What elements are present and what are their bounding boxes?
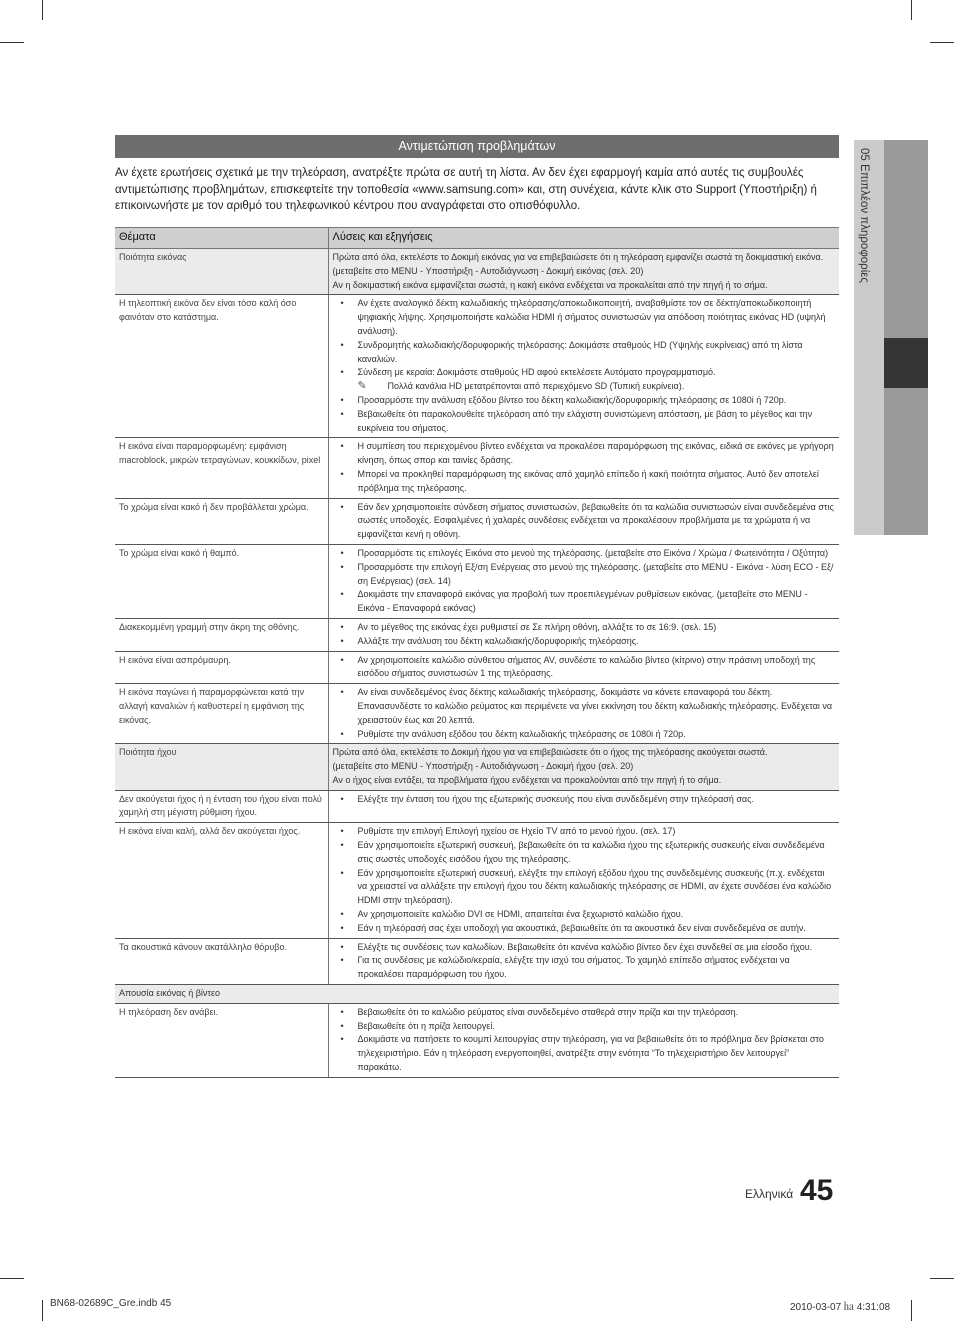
solution-bullet: • Σύνδεση με κεραία: Δοκιμάστε σταθμούς HD αφού εκτελέσετε Αυτόματο προγραμματισμό.	[333, 366, 836, 380]
table-row	[115, 618, 839, 651]
solution-line: Πρώτα από όλα, εκτελέστε το Δοκιμή εικόνας για να επιβεβαιώσετε ότι η τηλεόραση εμφανίζει σωστά τη δοκιμαστική εικόνα.	[332, 252, 824, 262]
crop-mark	[930, 42, 954, 43]
solution-cell	[328, 1003, 839, 1077]
table-section-label: Απουσία εικόνας ή βίντεο	[115, 985, 839, 1004]
table-row	[115, 498, 839, 544]
solution-bullet: • Προσαρμόστε τις επιλογές Εικόνα στο μενού της τηλεόρασης. (μεταβείτε στο Εικόνα / Χρώμα / Φωτεινότητα / Οξύτητα)	[333, 547, 836, 561]
solution-cell	[328, 295, 839, 438]
solution-cell	[328, 938, 839, 984]
problem-cell: Ποιότητα ήχου	[115, 744, 328, 790]
crop-mark	[0, 42, 24, 43]
solution-bullet: • Εάν χρησιμοποιείτε εξωτερική συσκευή, βεβαιωθείτε ότι τα καλώδια ήχου της εξωτερικής συσκευής είναι συνδεδεμένα στις σωστές υποδοχές εισόδου ήχου της τηλεόρασης.	[333, 839, 836, 867]
solution-list	[333, 654, 836, 682]
solution-bullet: • Αν το μέγεθος της εικόνας έχει ρυθμιστεί σε Σε πλήρη οθόνη, αλλάξτε το σε 16:9. (σελ. 15)	[333, 621, 836, 635]
header-solutions: Λύσεις και εξηγήσεις	[328, 228, 839, 249]
solution-list	[333, 501, 836, 542]
table-header	[115, 228, 839, 249]
table-row	[115, 823, 839, 938]
solution-list	[333, 686, 836, 741]
solution-list	[333, 1006, 836, 1075]
solution-cell	[328, 438, 839, 498]
crop-mark	[911, 1300, 912, 1321]
crop-mark	[0, 1278, 24, 1279]
table-row	[115, 249, 839, 295]
solution-bullet: • Εάν χρησιμοποιείτε εξωτερική συσκευή, ελέγξτε την επιλογή εξόδου ήχου της συνδεδεμένης συσκευής (π.χ. ενδέχεται να χρειαστεί να αλλάξετε την επιλογή ήχου του δέκτη καλωδιακής τηλεόρασης σε HDMI, αν έχετε συνδέσει ένα καλώδιο HDMI στην τηλεόραση).	[333, 867, 836, 908]
solution-cell	[328, 618, 839, 651]
table-row	[115, 744, 839, 790]
solution-bullet: • Προσαρμόστε την επιλογή Εξ/ση Ενέργειας στο μενού της τηλεόρασης. (μεταβείτε στο MENU - Εικόνα - λύση ECO - Εξ/ση Ενέργειας) (σελ. 14)	[333, 561, 836, 589]
section-title: Αντιμετώπιση προβλημάτων	[115, 135, 839, 158]
table-row	[115, 651, 839, 684]
solution-line: Πρώτα από όλα, εκτελέστε το Δοκιμή ήχου για να επιβεβαιώσετε ότι ο ήχος της τηλεόρασης ακούγεται σωστά.	[332, 747, 768, 758]
note-pencil-icon: ✎	[357, 380, 367, 393]
crop-mark	[42, 1300, 43, 1321]
problem-cell: Ποιότητα εικόνας	[115, 249, 328, 295]
solution-bullet: • Βεβαιωθείτε ότι το καλώδιο ρεύματος είναι συνδεδεμένο σταθερά στην πρίζα και την τηλεόραση.	[333, 1006, 836, 1020]
table-row	[115, 438, 839, 498]
table-row	[115, 985, 839, 1004]
solution-list	[333, 621, 836, 649]
solution-bullet: • Συνδρομητής καλωδιακής/δορυφορικής τηλεόρασης: Δοκιμάστε σταθμούς HD (Υψηλής ευκρίνειας) από τη λίστα καναλιών.	[333, 339, 836, 367]
solution-bullet: • Ελέγξτε τις συνδέσεις των καλωδίων. Βεβαιωθείτε ότι κανένα καλώδιο βίντεο δεν έχει συνδεθεί σε μια είσοδο ήχου.	[333, 941, 836, 955]
solution-bullet: • Αλλάξτε την ανάλυση του δέκτη καλωδιακής/δορυφορικής τηλεόρασης.	[333, 635, 836, 649]
solution-cell	[328, 651, 839, 684]
problem-cell: Η εικόνα είναι καλή, αλλά δεν ακούγεται ήχος.	[115, 823, 328, 938]
problem-cell: Το χρώμα είναι κακό ή θαμπό.	[115, 544, 328, 618]
solution-bullet: • Βεβαιωθείτε ότι παρακολουθείτε τηλεόραση από την ελάχιστη συνιστώμενη απόσταση, με βάση το μέγεθος και την ευκρίνεια του σήματος.	[333, 408, 836, 436]
note-text: Πολλά κανάλια HD μετατρέπονται από περιεχόμενο SD (Τυπική ευκρίνεια).	[387, 381, 685, 392]
table-body	[115, 249, 839, 1078]
solution-list	[333, 793, 836, 807]
troubleshooting-table	[115, 227, 839, 1078]
solution-bullet: • Μπορεί να προκληθεί παραμόρφωση της εικόνας από χαμηλό επίπεδο ή κακή ποιότητα σήματος. Αυτό δεν αποτελεί πρόβλημα της τηλεόρασης.	[333, 468, 836, 496]
problem-cell: Η εικόνα είναι παραμορφωμένη: εμφάνιση macroblock, μικρών τετραγώνων, κουκκίδων, pixel	[115, 438, 328, 498]
solution-list	[333, 297, 836, 380]
solution-cell	[328, 823, 839, 938]
table-row	[115, 295, 839, 438]
table-row	[115, 790, 839, 823]
solution-bullet: • Προσαρμόστε την ανάλυση εξόδου βίντεο του δέκτη καλωδιακής/δορυφορικής τηλεόρασης σε 1080i ή 720p.	[333, 394, 836, 408]
solution-bullet: • Αν χρησιμοποιείτε καλώδιο DVI σε HDMI, απαιτείται ένα ξεχωριστό καλώδιο ήχου.	[333, 908, 836, 922]
problem-cell: Δεν ακούγεται ήχος ή η ένταση του ήχου είναι πολύ χαμηλή στη μέγιστη ρύθμιση ήχου.	[115, 790, 328, 823]
footer-language: Ελληνικά	[745, 1187, 794, 1201]
solution-bullet: • Η συμπίεση του περιεχομένου βίντεο ενδέχεται να προκαλέσει παραμόρφωση της εικόνας, ειδικά σε εικόνες με γρήγορη κίνηση, όπως σπορ και ταινίες δράσης.	[333, 440, 836, 468]
header-issues: Θέματα	[115, 228, 328, 249]
table-row	[115, 544, 839, 618]
solution-bullet: • Βεβαιωθείτε ότι η πρίζα λειτουργεί.	[333, 1020, 836, 1034]
crop-mark	[42, 0, 43, 20]
table-row	[115, 1003, 839, 1077]
page-number: 45	[800, 1174, 834, 1207]
solution-bullet: • Ρυθμίστε την επιλογή Επιλογή ηχείου σε Ηχείο TV από το μενού ήχου. (σελ. 17)	[333, 825, 836, 839]
note	[333, 380, 836, 394]
problem-cell: Η τηλεόραση δεν ανάβει.	[115, 1003, 328, 1077]
solution-list	[333, 825, 836, 935]
solution-line: Αν η δοκιμαστική εικόνα εμφανίζεται σωστά, η κακή εικόνα ενδέχεται να προκαλείται από την πηγή ή το σήμα.	[332, 279, 768, 290]
solution-cell	[328, 744, 839, 790]
solution-list	[333, 941, 836, 982]
solution-line: (μεταβείτε στο MENU - Υποστήριξη - Αυτοδιάγνωση - Δοκιμή εικόνας (σελ. 20)	[332, 265, 644, 276]
problem-cell: Η εικόνα είναι ασπρόμαυρη.	[115, 651, 328, 684]
solution-bullet: • Ρυθμίστε την ανάλυση εξόδου του δέκτη καλωδιακής τηλεόρασης σε 1080i ή 720p.	[333, 728, 836, 742]
solution-bullet: • Ελέγξτε την ένταση του ήχου της εξωτερικής συσκευής που είναι συνδεδεμένη στην τηλεόρασή σας.	[333, 793, 836, 807]
solution-bullet: • Για τις συνδέσεις με καλώδιο/κεραία, ελέγξτε την ισχύ του σήματος. Το χαμηλό επίπεδο σήματος ενδέχεται να προκαλέσει παραμόρφωση του ήχου.	[333, 954, 836, 982]
solution-cell	[328, 790, 839, 823]
table-row	[115, 938, 839, 984]
solution-bullet: • Δοκιμάστε να πατήσετε το κουμπί λειτουργίας στην τηλεόραση, για να βεβαιωθείτε ότι το πρόβλημα δεν βρίσκεται στο τηλεχειριστήριο. Εάν η τηλεόραση ενεργοποιηθεί, ανατρέξτε στην ενότητα “Το τηλεχειριστήριο δεν λειτουργεί” παρακάτω.	[333, 1033, 836, 1074]
problem-cell: Τα ακουστικά κάνουν ακατάλληλο θόρυβο.	[115, 938, 328, 984]
crop-mark	[930, 1278, 954, 1279]
solution-list	[333, 547, 836, 616]
problem-cell: Το χρώμα είναι κακό ή δεν προβάλλεται χρώμα.	[115, 498, 328, 544]
solution-bullet: • Εάν η τηλεόρασή σας έχει υποδοχή για ακουστικά, βεβαιωθείτε ότι τα ακουστικά δεν είναι συνδεδεμένα σε αυτήν.	[333, 922, 836, 936]
solution-bullet: • Αν έχετε αναλογικό δέκτη καλωδιακής τηλεόρασης/αποκωδικοποιητή, αναβαθμίστε τον σε δέκτη/αποκωδικοποιητή ψηφιακής λήψης. Χρησιμοποιήστε καλώδια HDMI ή σήματος συνιστωσών για απόδοση ποιότητας εικόνας HD (υψηλή ανάλυση).	[333, 297, 836, 338]
solution-cell	[328, 249, 839, 295]
footer-date: 2010-03-07 ㏊ 4:31:08	[790, 1302, 891, 1313]
footer-file: BN68-02689C_Gre.indb 45	[50, 1298, 172, 1309]
chapter-tab-marker	[884, 338, 928, 388]
crop-mark	[911, 0, 912, 20]
solution-list	[333, 440, 836, 495]
solution-line: (μεταβείτε στο MENU - Υποστήριξη - Αυτοδιάγνωση - Δοκιμή ήχου (σελ. 20)	[332, 761, 634, 772]
table-row	[115, 684, 839, 744]
solution-bullet: • Εάν δεν χρησιμοποιείτε σύνδεση σήματος συνιστωσών, βεβαιωθείτε ότι τα καλώδια συνιστωσών είναι συνδεδεμένα στις σωστές υποδοχές. Εσφαλμένες ή χαλαρές συνδέσεις ενδέχεται να προκαλέσουν προβλήματα με τα χρώματα ή να εμφανίζεται κενή η οθόνη.	[333, 501, 836, 542]
solution-cell	[328, 544, 839, 618]
chapter-label	[850, 148, 880, 528]
problem-cell: Διακεκομμένη γραμμή στην άκρη της οθόνης.	[115, 618, 328, 651]
problem-cell: Η τηλεοπτική εικόνα δεν είναι τόσο καλή όσο φαινόταν στο κατάστημα.	[115, 295, 328, 438]
problem-cell: Η εικόνα παγώνει ή παραμορφώνεται κατά την αλλαγή καναλιών ή καθυστερεί η εμφάνιση της εικόνας.	[115, 684, 328, 744]
solution-cell	[328, 498, 839, 544]
solution-bullet: • Αν είναι συνδεδεμένος ένας δέκτης καλωδιακής τηλεόρασης, δοκιμάστε να κάνετε επαναφορά του δέκτη. Επανασυνδέστε το καλώδιο ρεύματος και περιμένετε να γίνει εκκίνηση του δέκτη καλωδιακής τηλεόρασης. Ενδέχεται να χρειαστούν έως και 20 λεπτά.	[333, 686, 836, 727]
chapter-label-text: 05 Επιπλέον πληροφορίες	[858, 148, 870, 283]
solution-bullet: • Αν χρησιμοποιείτε καλώδιο σύνθετου σήματος AV, συνδέστε το καλώδιο βίντεο (κίτρινο) στην πράσινη υποδοχή της εισόδου σήματος συνιστωσών 1 της τηλεόρασης.	[333, 654, 836, 682]
solution-list	[333, 394, 836, 435]
intro-paragraph: Αν έχετε ερωτήσεις σχετικά με την τηλεόραση, ανατρέξτε πρώτα σε αυτή τη λίστα. Αν δεν έχει εφαρμογή καμία από αυτές τις συμβουλές αντιμετώπισης προβλημάτων, επισκεφτείτε την τοποθεσία «www.samsung.com» και, στη συνέχεια, κάντε κλικ στο Support (Υποστήριξη) ή επικοινωνήστε με τον αριθμό του τηλεφωνικού κέντρου που αναγράφεται στο οπισθόφυλλο.	[115, 167, 817, 212]
solution-cell	[328, 684, 839, 744]
solution-bullet: • Δοκιμάστε την επαναφορά εικόνας για προβολή των προεπιλεγμένων ρυθμίσεων εικόνας. (μεταβείτε στο MENU - Εικόνα - Επαναφορά εικόνας)	[333, 588, 836, 616]
solution-line: Αν ο ήχος είναι εντάξει, τα προβλήματα ήχου ενδέχεται να προκαλούνται από την πηγή ή το σήμα.	[332, 774, 722, 785]
